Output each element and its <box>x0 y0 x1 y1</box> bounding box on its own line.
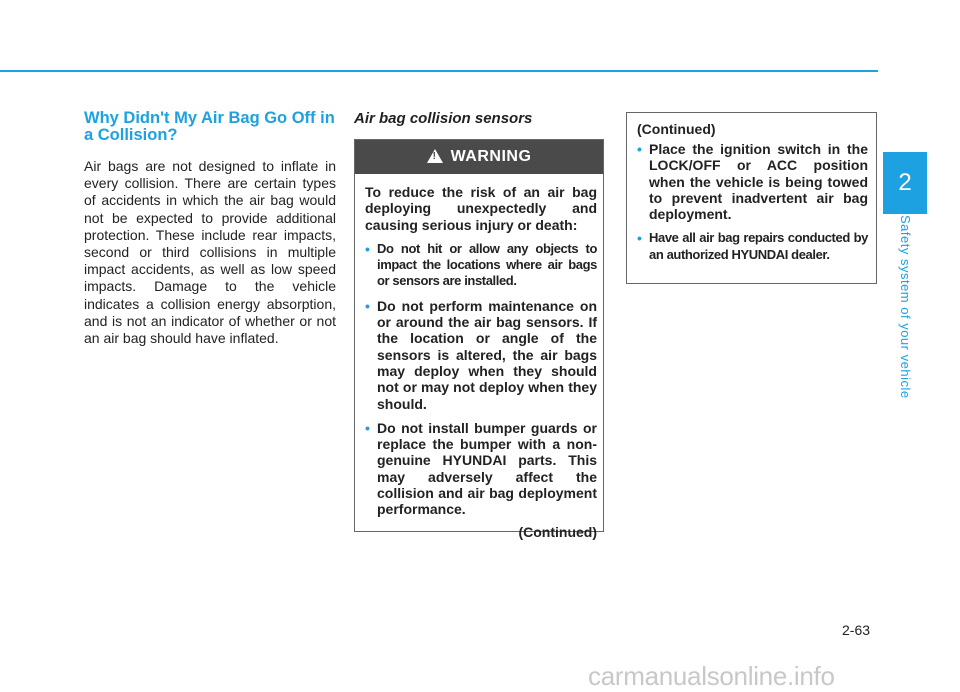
section-heading: Why Didn't My Air Bag Go Off in a Collision? <box>84 109 335 144</box>
subsection-title: Air bag collision sensors <box>354 110 533 127</box>
continued-label: (Continued) <box>637 121 716 137</box>
continued-bullet: • Place the ignition switch in the LOCK/OFF or ACC position when the vehicle is being towed to prevent inadvertent air bag deployment. <box>637 141 868 222</box>
left-column <box>84 110 336 347</box>
body-paragraph: Air bags are not designed to inflate in every collision. There are certain types of accidents in which the air bag would not be expected to provide additional protection. These include rear impacts, second or third collisions in multiple impact accidents, as well as low speed impacts. Damage to the vehicle indicates a collision energy absorption, and is not an indicator of whether or not an air bag should have inflated. <box>84 158 336 347</box>
warning-bullet-list <box>365 241 597 518</box>
page-number: 2-63 <box>842 622 871 638</box>
watermark-text: carmanualsonline.info <box>588 661 835 691</box>
warning-bullet: • Do not install bumper guards or replace the bumper with a non-genuine HYUNDAI parts. This may adversely affect the collision and air bag deployment performance. <box>365 420 597 518</box>
warning-content <box>355 174 603 540</box>
chapter-number: 2 <box>898 169 912 196</box>
continued-bullet: • Have all air bag repairs conducted by an authorized HYUNDAI dealer. <box>637 230 868 263</box>
continued-warning-box <box>626 112 877 284</box>
chapter-title-text: Safety system of your vehicle <box>898 215 913 399</box>
warning-intro: To reduce the risk of an air bag deploying unexpectedly and causing serious injury or death: <box>365 184 597 233</box>
warning-title: WARNING <box>450 148 532 165</box>
warning-bullet: • Do not hit or allow any objects to impact the locations where air bags or sensors are installed. <box>365 241 597 290</box>
warning-box <box>354 139 604 540</box>
warning-bullet: • Do not perform maintenance on or around the air bag sensors. If the location or angle of the sensors is altered, the air bags may deploy when they should not or may not deploy when they should. <box>365 298 597 412</box>
chapter-number-tab <box>883 152 927 214</box>
warning-header <box>355 140 603 174</box>
continued-bullet-list <box>637 141 868 263</box>
warning-triangle-icon <box>427 149 443 163</box>
header-rule <box>0 70 878 72</box>
continued-note: (Continued) <box>518 523 597 540</box>
